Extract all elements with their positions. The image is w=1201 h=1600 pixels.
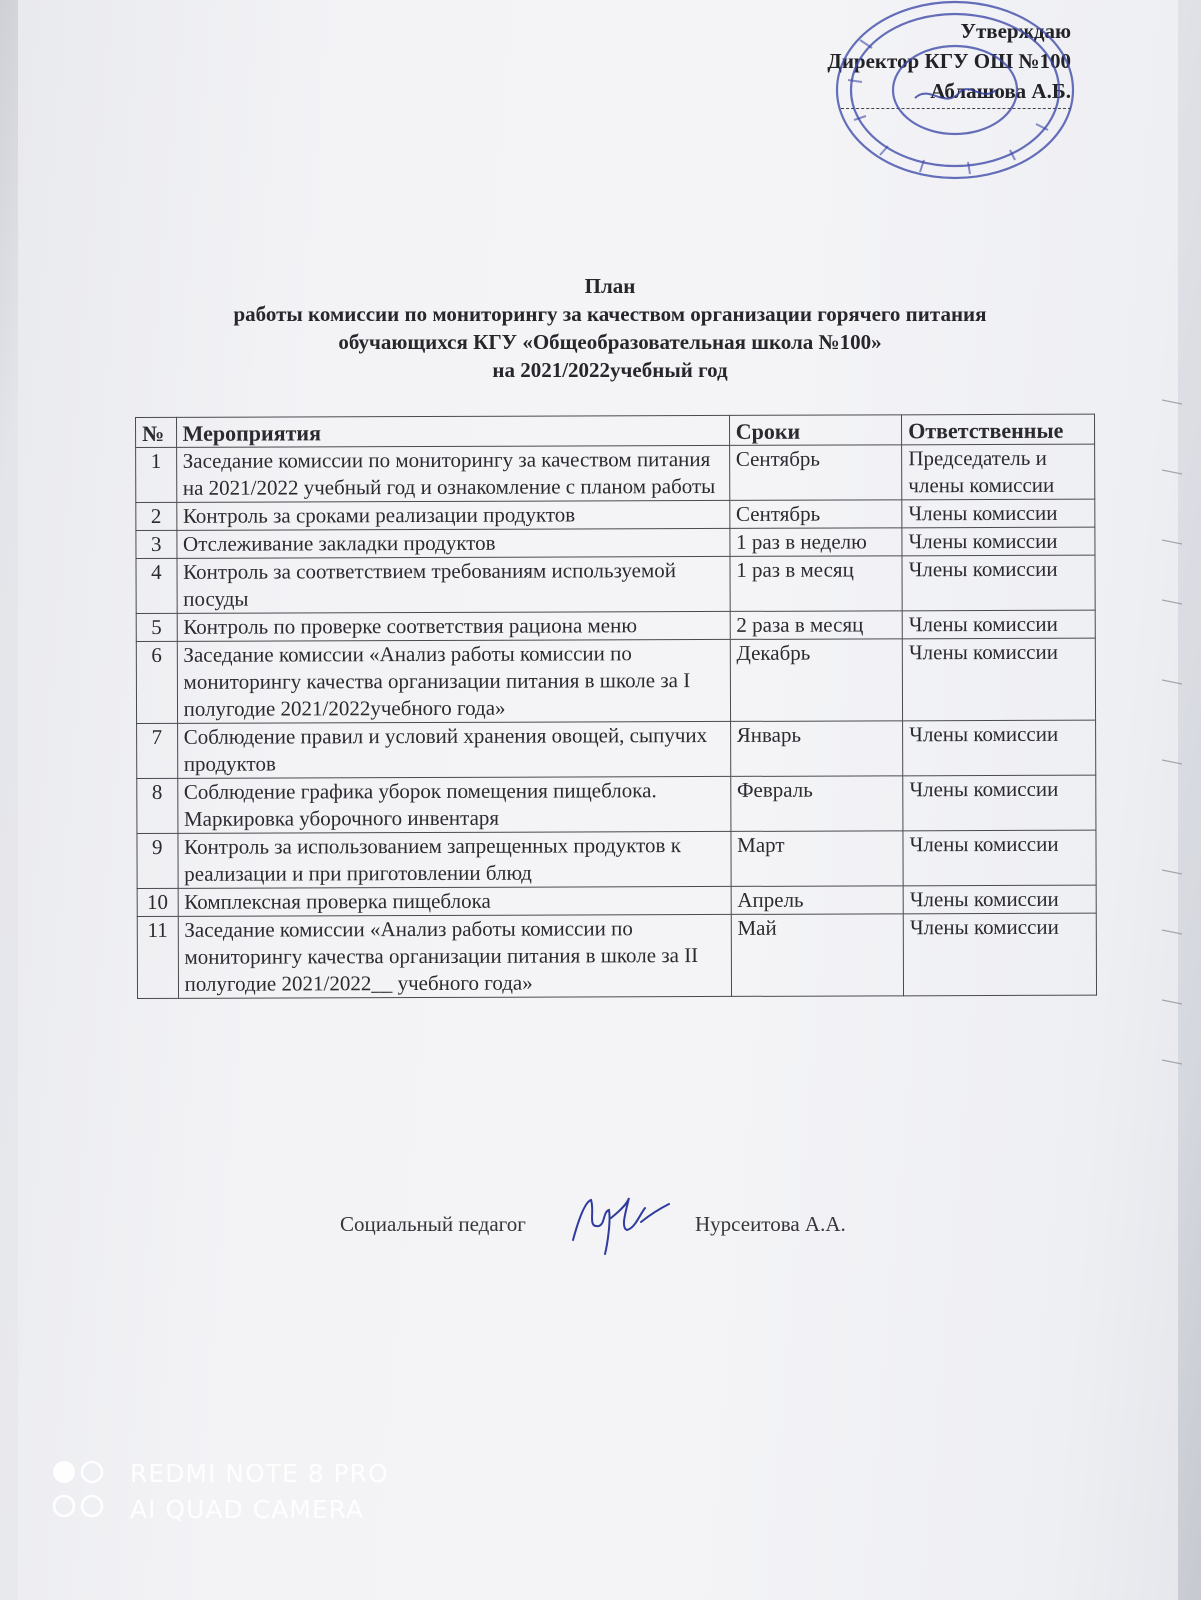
table-header-row (136, 414, 1095, 447)
row-date: 1 раз в неделю (730, 528, 903, 557)
approval-name: Аблашова А.Б. (930, 79, 1071, 103)
header-number: № (136, 417, 177, 447)
row-number: 1 (136, 447, 177, 502)
table-row (137, 830, 1096, 888)
row-responsible: Члены комиссии (903, 885, 1096, 914)
table-row (137, 720, 1096, 778)
row-event: Соблюдение правил и условий хранения овощей, сыпучих продуктов (177, 721, 730, 778)
title-line-4: на 2021/2022учебный год (492, 358, 728, 382)
signer-name: Нурсеитова А.А. (695, 1212, 846, 1236)
row-number: 8 (137, 778, 178, 833)
approval-position: Директор КГУ ОШ №100 (827, 49, 1071, 73)
row-date: Апрель (731, 886, 904, 915)
row-event: Комплексная проверка пищеблока (178, 886, 731, 916)
row-number: 7 (137, 723, 178, 778)
row-date: Март (731, 831, 904, 887)
row-responsible: Члены комиссии (903, 775, 1096, 831)
row-number: 2 (136, 502, 177, 530)
table-row (137, 885, 1096, 916)
title-heading: План (584, 274, 636, 298)
watermark-device: REDMI NOTE 8 PRO (130, 1459, 389, 1488)
table-row (136, 555, 1095, 613)
school-stamp-seal (820, 0, 1090, 185)
row-responsible: Члены комиссии (902, 555, 1095, 611)
row-number: 3 (136, 530, 177, 558)
table-row (136, 444, 1095, 502)
row-number: 10 (137, 888, 178, 916)
row-event: Контроль за сроками реализации продуктов (176, 500, 729, 530)
header-dates: Сроки (729, 415, 902, 446)
watermark-camera: AI QUAD CAMERA (130, 1495, 365, 1524)
row-responsible: Члены комиссии (902, 499, 1095, 528)
row-date: Февраль (730, 776, 903, 832)
handwritten-signature (565, 1188, 675, 1258)
signature-block (340, 1206, 900, 1266)
header-events: Мероприятия (176, 415, 729, 447)
row-number: 5 (136, 613, 177, 641)
row-date: Январь (730, 721, 903, 777)
approval-label: Утверждаю (960, 19, 1071, 43)
row-event: Контроль за использованием запрещенных продуктов к реализации и при приготовлении блюд (178, 831, 731, 888)
row-date: Декабрь (730, 639, 903, 722)
row-event: Контроль по проверке соответствия рациона меню (177, 611, 730, 641)
row-responsible: Члены комиссии (902, 527, 1095, 556)
row-number: 9 (137, 833, 178, 888)
row-date: 2 раза в месяц (730, 611, 903, 640)
row-date: Сентябрь (729, 500, 902, 529)
row-number: 11 (137, 916, 178, 998)
row-number: 6 (136, 641, 177, 723)
row-responsible: Члены комиссии (903, 720, 1096, 776)
signer-role: Социальный педагог (340, 1212, 526, 1236)
row-event: Заседание комиссии по мониторингу за качеством питания на 2021/2022 учебный год и ознакомление с планом работы (176, 445, 729, 502)
row-date: Май (731, 914, 904, 997)
row-responsible: Члены комиссии (902, 638, 1095, 721)
row-responsible: Члены комиссии (902, 610, 1095, 639)
table-row (136, 610, 1095, 641)
title-line-3: обучающихся КГУ «Общеобразовательная школа №100» (338, 330, 882, 354)
table-row (136, 527, 1095, 558)
row-responsible: Председатель и члены комиссии (902, 444, 1095, 500)
row-event: Заседание комиссии «Анализ работы комиссии по мониторингу качества организации питания в школе за I полугодие 2021/2022учебного года» (177, 639, 730, 723)
title-line-2: работы комиссии по мониторингу за качеством организации горячего питания (233, 302, 987, 326)
document-title (110, 272, 1110, 384)
row-date: 1 раз в месяц (730, 556, 903, 612)
table-row (137, 913, 1096, 998)
row-event: Заседание комиссии «Анализ работы комиссии по мониторингу качества организации питания в школе за II полугодие 2021/2022__ учебного года» (178, 914, 731, 998)
plan-table (135, 414, 1097, 999)
table-row (137, 775, 1096, 833)
table-row (136, 499, 1095, 530)
row-event: Контроль за соответствием требованиям используемой посуды (177, 556, 730, 613)
table-row (136, 638, 1095, 723)
row-event: Соблюдение графика уборок помещения пищеблока. Маркировка уборочного инвентаря (177, 776, 730, 833)
row-number: 4 (136, 558, 177, 613)
header-responsible: Ответственные (902, 414, 1095, 445)
camera-lens-icon (52, 1456, 108, 1526)
row-date: Сентябрь (729, 445, 902, 501)
row-event: Отслеживание закладки продуктов (176, 528, 729, 558)
row-responsible: Члены комиссии (903, 830, 1096, 886)
row-responsible: Члены комиссии (903, 913, 1096, 996)
